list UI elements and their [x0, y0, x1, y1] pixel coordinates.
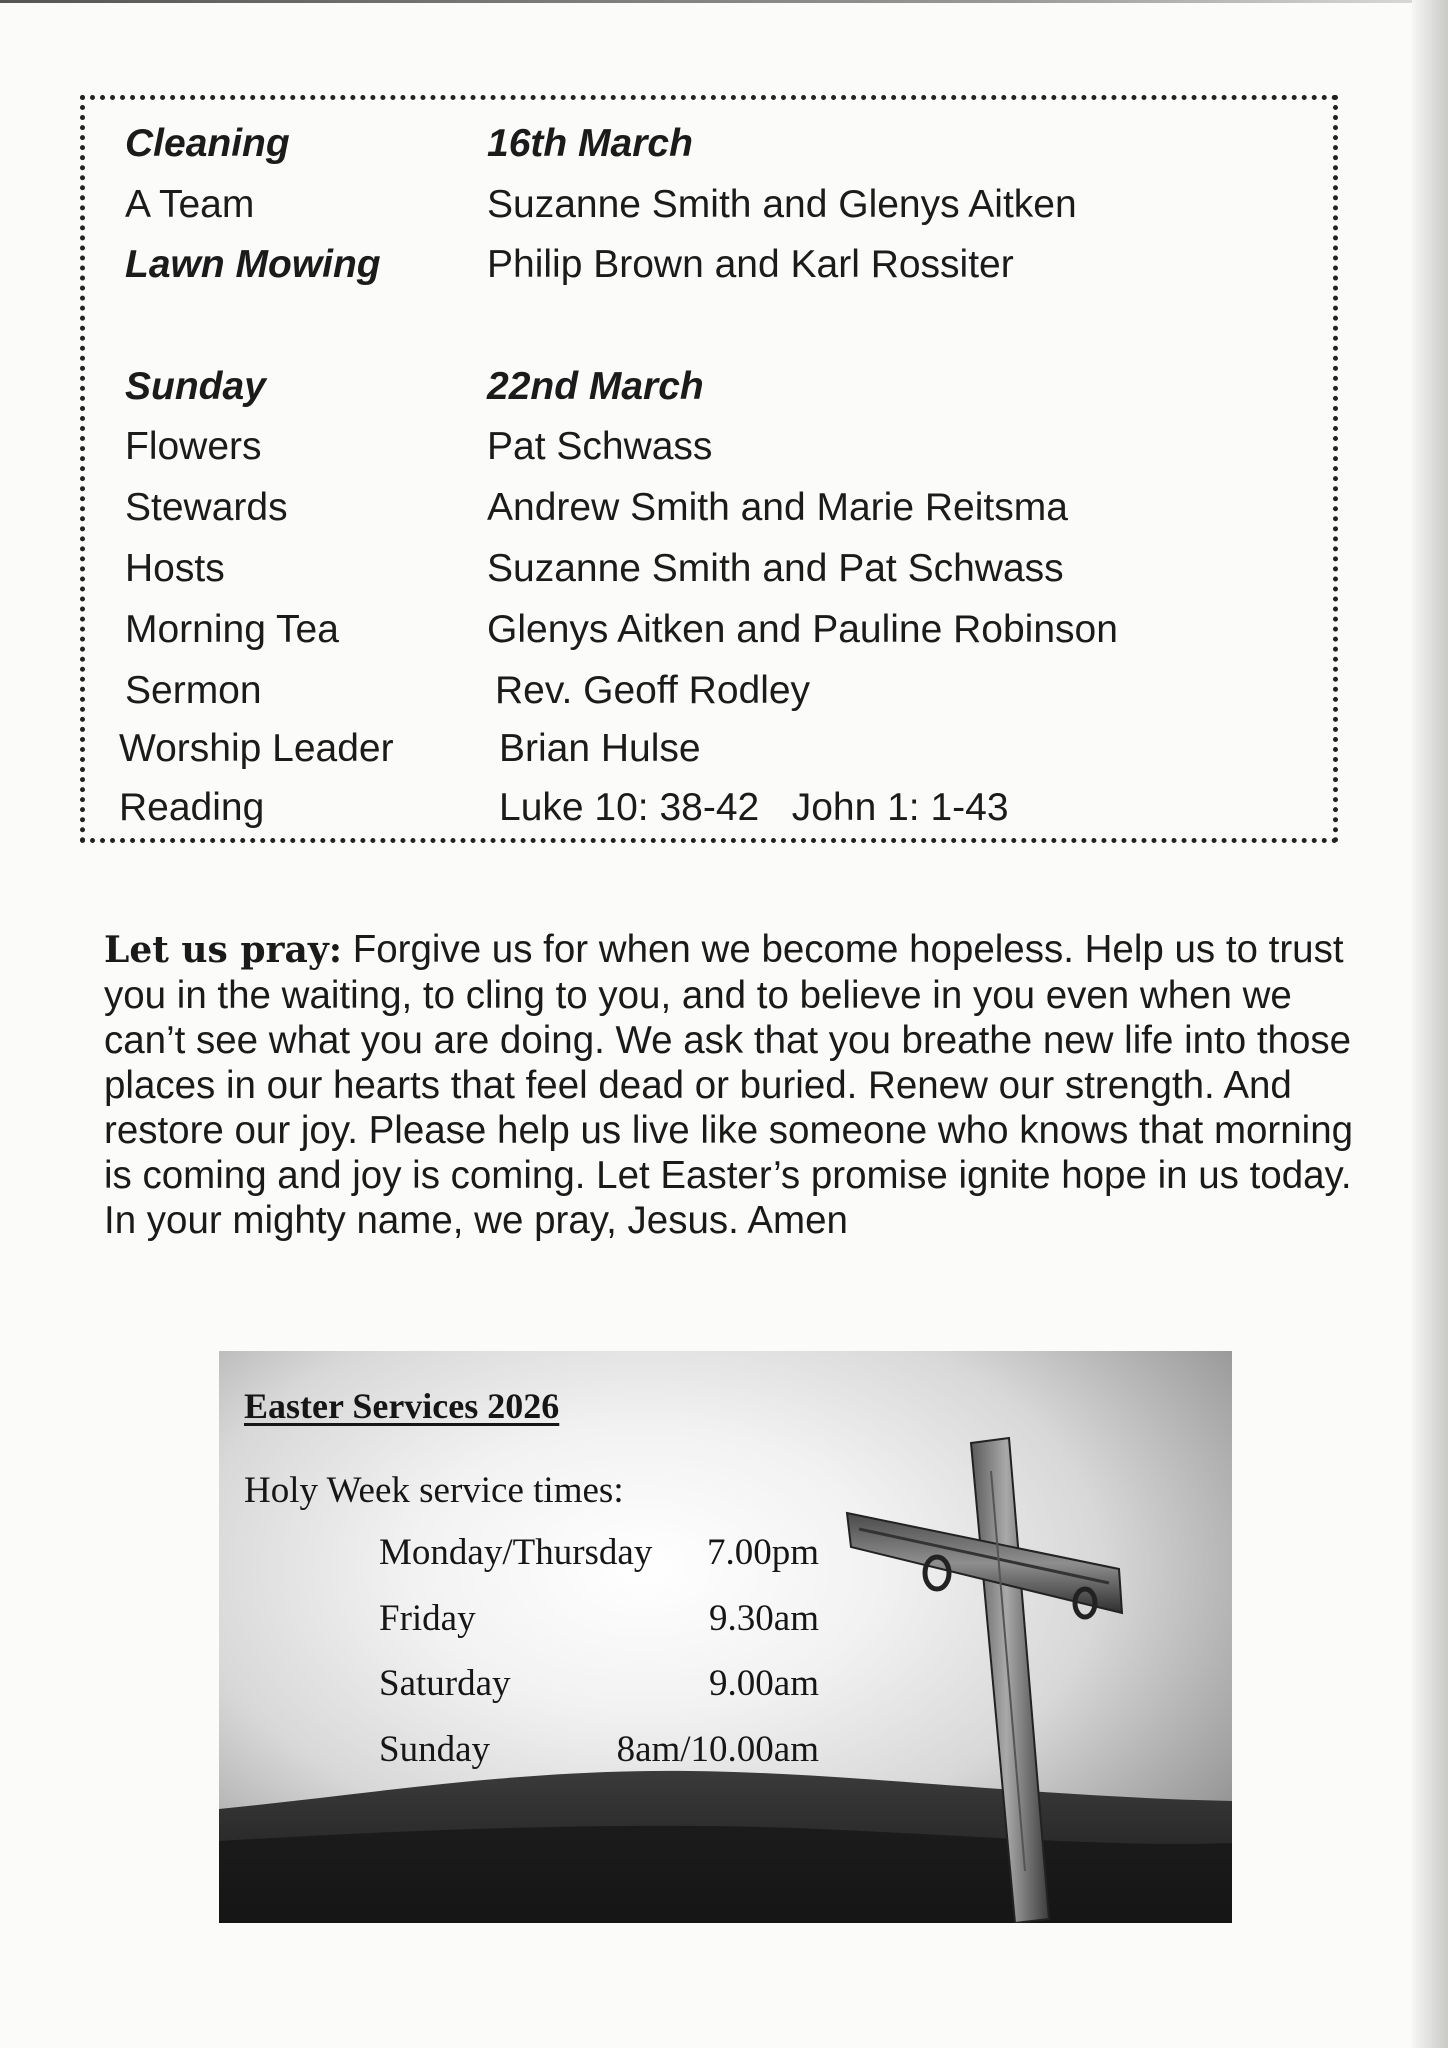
roster-row-reading — [85, 781, 1333, 835]
roster-label: Sunday — [125, 365, 266, 408]
service-time: 9.30am — [709, 1598, 819, 1639]
roster-label: Reading — [119, 786, 265, 829]
roster-value: Pat Schwass — [487, 425, 713, 468]
roster-value: Philip Brown and Karl Rossiter — [487, 243, 1014, 286]
page-top-edge — [0, 0, 1448, 3]
roster-label: Stewards — [125, 486, 288, 529]
roster-label: Sermon — [125, 669, 262, 712]
roster-label: Worship Leader — [119, 727, 394, 770]
prayer-paragraph — [104, 927, 1354, 1243]
roster-row-a-team — [85, 178, 1333, 232]
roster-row-stewards — [85, 481, 1333, 535]
roster-value: 16th March — [487, 122, 693, 165]
roster-row-sermon — [85, 664, 1333, 718]
roster-value: Luke 10: 38-42 John 1: 1-43 — [499, 786, 1009, 829]
roster-row-worship-leader — [85, 722, 1333, 776]
service-time: 9.00am — [709, 1663, 819, 1704]
roster-value: 22nd March — [487, 365, 704, 408]
service-row — [379, 1728, 819, 1776]
service-day: Saturday — [379, 1663, 511, 1704]
roster-label: Morning Tea — [125, 608, 339, 651]
service-row — [379, 1597, 819, 1645]
service-time: 7.00pm — [706, 1532, 819, 1573]
roster-row-lawn-mowing — [85, 238, 1333, 292]
roster-value: Suzanne Smith and Glenys Aitken — [487, 183, 1077, 226]
easter-subtitle: Holy Week service times: — [244, 1470, 624, 1511]
roster-value: Brian Hulse — [499, 727, 701, 770]
service-day: Sunday — [379, 1729, 490, 1770]
roster-label: A Team — [125, 183, 255, 226]
roster-row-cleaning — [85, 117, 1333, 171]
roster-row-flowers — [85, 420, 1333, 474]
roster-value: Andrew Smith and Marie Reitsma — [487, 486, 1068, 529]
roster-label: Lawn Mowing — [125, 243, 381, 286]
roster-label: Flowers — [125, 425, 262, 468]
easter-title: Easter Services 2026 — [244, 1386, 560, 1426]
roster-label: Cleaning — [125, 122, 290, 165]
roster-value: Glenys Aitken and Pauline Robinson — [487, 608, 1118, 651]
roster-value: Rev. Geoff Rodley — [495, 669, 811, 712]
prayer-lead: Let us pray: — [104, 928, 343, 971]
prayer-text: Forgive us for when we become hopeless. Help us to trust you in the waiting, to cling to you, and to believe in you even when we can’t see what you are doing. We ask that you breathe new life into those places in our hearts that feel dead or buried. Renew our strength. And restore our joy. Please help us live like someone who knows that morning is coming and joy is coming. Let Easter’s promise ignite hope in us today. In your mighty name, we pray, Jesus. Amen — [104, 927, 1354, 1242]
service-time: 8am/10.00am — [616, 1729, 819, 1770]
roster-row-sunday — [85, 360, 1333, 414]
page-right-edge-shadow — [1412, 0, 1448, 2048]
roster-label: Hosts — [125, 547, 225, 590]
service-day: Monday/Thursday — [379, 1532, 653, 1573]
easter-services-panel — [219, 1351, 1232, 1923]
roster-row-morning-tea — [85, 603, 1333, 657]
roster-row-hosts — [85, 542, 1333, 596]
service-row — [379, 1531, 819, 1579]
roster-box — [80, 95, 1338, 843]
roster-value: Suzanne Smith and Pat Schwass — [487, 547, 1064, 590]
service-day: Friday — [379, 1598, 476, 1639]
service-row — [379, 1662, 819, 1710]
